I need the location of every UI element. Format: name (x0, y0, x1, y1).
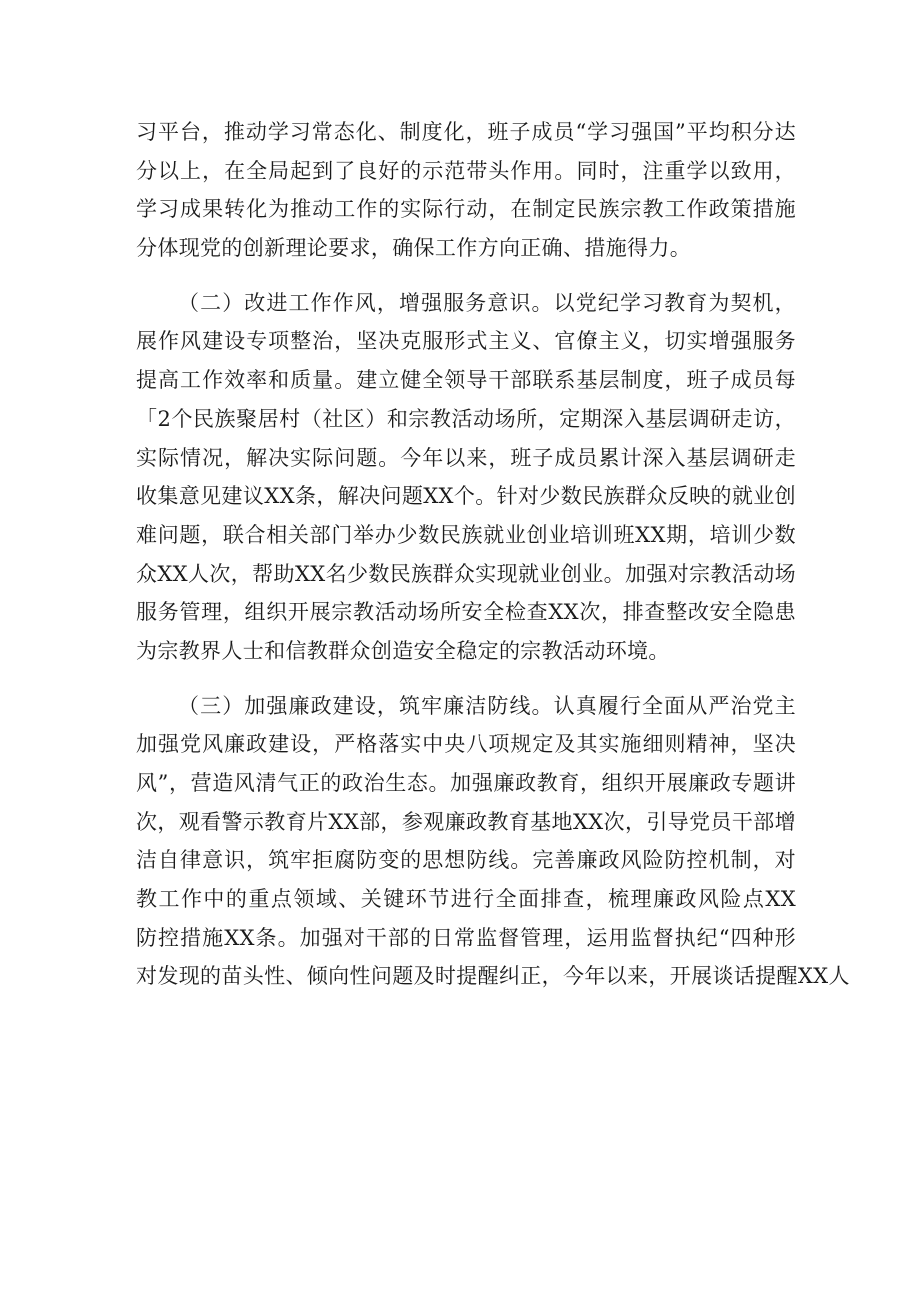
text-line: 众XX人次，帮助XX名少数民族群众实现就业创业。加强对宗教活动场 (136, 561, 796, 586)
text-line: 加强党风廉政建设，严格落实中央八项规定及其实施细则精神，坚决 (136, 732, 796, 757)
body-text (136, 113, 850, 996)
paragraph (136, 113, 796, 268)
text-line: 分以上，在全局起到了良好的示范带头作用。同时，注重学以致用， (136, 158, 796, 183)
text-line: 次，观看警示教育片XX部，参观廉政教育基地XX次，引导党员干部增 (136, 809, 796, 834)
text-line: 实际情况，解决实际问题。今年以来，班子成员累计深入基层调研走 (136, 445, 796, 470)
text-line: 防控措施XX条。加强对干部的日常监督管理，运用监督执纪“四种形 (136, 925, 796, 950)
text-line: 教工作中的重点领域、关键环节进行全面排查，梳理廉政风险点XX (136, 887, 796, 912)
text-line: 洁自律意识，筑牢拒腐防变的思想防线。完善廉政风险防控机制，对 (136, 848, 796, 873)
text-line: 习平台，推动学习常态化、制度化，班子成员“学习强国”平均积分达 (136, 120, 796, 144)
text-line: （二）改进工作作风，增强服务意识。以党纪学习教育为契机， (178, 290, 796, 315)
text-line: （三）加强廉政建设，筑牢廉洁防线。认真履行全面从严治党主 (178, 693, 796, 718)
text-line: 展作风建设专项整治，坚决克服形式主义、官僚主义，切实增强服务 (136, 329, 796, 354)
text-line: 为宗教界人士和信教群众创造安全稳定的宗教活动环境。 (136, 638, 670, 663)
text-line: 「2个民族聚居村（社区）和宗教活动场所，定期深入基层调研走访， (136, 406, 796, 431)
text-line: 分体现党的创新理论要求，确保工作方向正确、措施得力。 (136, 236, 692, 261)
text-line: 对发现的苗头性、倾向性问题及时提醒纠正，今年以来，开展谈话提醒XX人 (136, 964, 850, 989)
text-line: 收集意见建议XX条，解决问题XX个。针对少数民族群众反映的就业创 (136, 484, 796, 509)
text-line: 风”，营造风清气正的政治生态。加强廉政教育，组织开展廉政专题讲 (136, 771, 796, 795)
text-line: 难问题，联合相关部门举办少数民族就业创业培训班XX期，培训少数 (136, 522, 796, 547)
paragraph-gap (136, 268, 796, 284)
paragraph (136, 284, 796, 671)
text-line: 提高工作效率和质量。建立健全领导干部联系基层制度，班子成员每 (136, 368, 796, 393)
text-line: 学习成果转化为推动工作的实际行动，在制定民族宗教工作政策措施 (136, 197, 796, 222)
paragraph-gap (136, 671, 796, 687)
paragraph (136, 687, 850, 997)
text-line: 服务管理，组织开展宗教活动场所安全检查XX次，排查整改安全隐患 (136, 600, 796, 625)
